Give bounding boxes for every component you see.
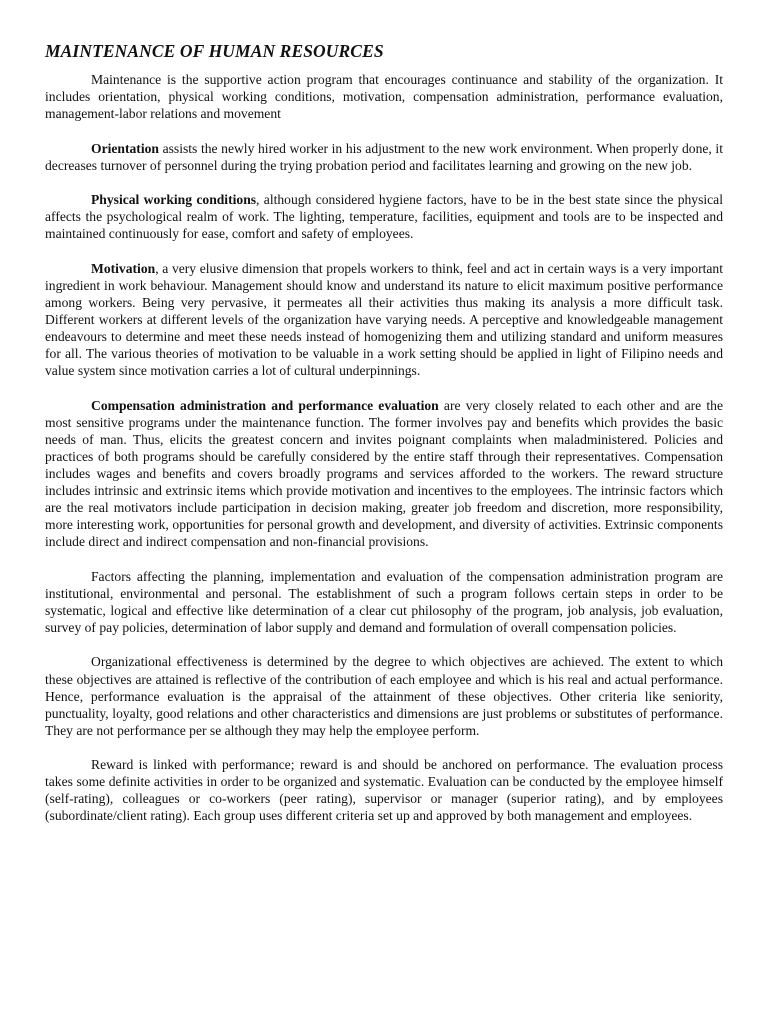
paragraph-lead: Motivation — [91, 260, 156, 276]
paragraph-organizational-effectiveness — [45, 653, 723, 738]
paragraph-text: , although considered hygiene factors, have to be in the best state since the physical affects the psychological realm of work. The lighting, temperature, facilities, equipment and tools are to be inspected and maintained continuously for ease, comfort and safety of employees. — [45, 192, 723, 242]
paragraph-orientation — [45, 140, 723, 174]
paragraph-intro — [45, 71, 723, 122]
paragraph-motivation — [45, 260, 723, 380]
document-page — [45, 40, 723, 842]
paragraph-text: assists the newly hired worker in his adjustment to the new work environment. When properly done, it decreases turnover of personnel during the trying probation period and facilitates learning and growing on the new job. — [45, 140, 723, 173]
paragraph-text: Reward is linked with performance; reward is and should be anchored on performance. The evaluation process takes some definite activities in order to be organized and systematic. Evaluation can be conducted by the employee himself (self-rating), colleagues or co-workers (peer rating), supervisor or manager (superior rating), and by employees (subordinate/client rating). Each group uses different criteria set up and approved by both management and employees. — [45, 757, 723, 824]
paragraph-text: , a very elusive dimension that propels workers to think, feel and act in certain ways is a very important ingredient in work behaviour. Management should know and understand its nature to elicit maximum positive performance among workers. Being very pervasive, it permeates all their activities thus making its analysis a more difficult task. Different workers at different levels of the organization have varying needs. A perceptive and knowledgeable management endeavours to determine and meet these needs instead of homogenizing them and utilizing standard and uniform measures for all. The various theories of motivation to be valuable in a work setting should be applied in light of Filipino needs and value system since motivation carries a lot of cultural underpinnings. — [45, 260, 723, 379]
document-title: MAINTENANCE OF HUMAN RESOURCES — [45, 41, 384, 61]
paragraph-text: Maintenance is the supportive action program that encourages continuance and stability of the organization. It includes orientation, physical working conditions, motivation, compensation administration, performance evaluation, management-labor relations and movement — [45, 72, 723, 122]
paragraph-compensation — [45, 397, 723, 551]
paragraph-lead: Orientation — [91, 140, 159, 156]
paragraph-text: Factors affecting the planning, implementation and evaluation of the compensation administration program are institutional, environmental and personal. The establishment of such a program follows certain steps in order to be systematic, logical and effective like determination of a clear cut philosophy of the program, job analysis, job evaluation, survey of pay policies, determination of labor supply and demand and formulation of overall compensation policies. — [45, 568, 723, 636]
paragraph-lead: Physical working conditions — [91, 192, 257, 208]
paragraph-text: are very closely related to each other and are the most sensitive programs under the maintenance function. The former involves pay and benefits which provides the basic needs of man. Thus, elicits the greatest concern and invites poignant complaints when maladministered. Policies and practices of both programs should be carefully considered by the entire staff through their representatives. Compensation includes wages and benefits and covers broadly programs and services afforded to the workers. The reward structure includes intrinsic and extrinsic items which provide motivation and incentives to the employees. The intrinsic factors which are the real motivators include participation in decision making, greater job freedom and discretion, more responsibility, more interesting work, opportunities for personal growth and development, and diversity of activities. Extrinsic components include direct and indirect compensation and non-financial provisions. — [45, 397, 723, 550]
paragraph-text: Organizational effectiveness is determined by the degree to which objectives are achieved. The extent to which these objectives are attained is reflective of the contribution of each employee and which is his real and actual performance. Hence, performance evaluation is the appraisal of the attainment of these objectives. Other criteria like seniority, punctuality, loyalty, good relations and other characteristics and dimensions are just problems or substitutes of performance. They are not performance per se although they may help the employee perform. — [45, 654, 723, 738]
paragraph-physical-working-conditions — [45, 191, 723, 242]
paragraph-reward — [45, 756, 723, 824]
paragraph-lead: Compensation administration and performance evaluation — [91, 397, 439, 413]
paragraph-factors — [45, 568, 723, 636]
